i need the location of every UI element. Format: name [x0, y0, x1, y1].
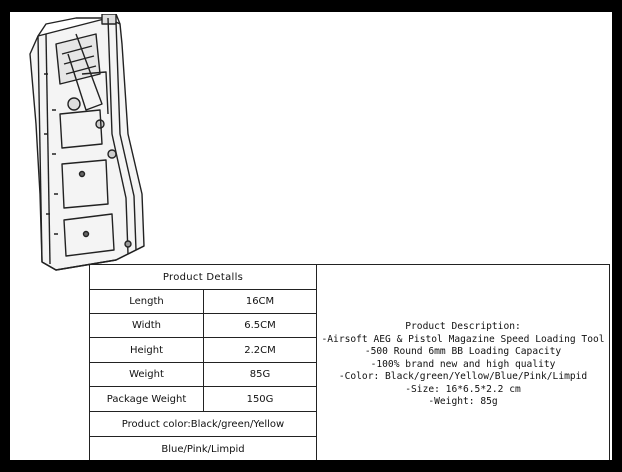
description-line: -Color: Black/green/Yellow/Blue/Pink/Limpid — [338, 371, 588, 383]
row-value-height: 2.2CM — [204, 338, 317, 363]
description-title: Product Description: — [405, 320, 521, 332]
spec-table — [89, 264, 610, 460]
product-color-line-2: Blue/Pink/Limpid — [90, 437, 317, 461]
product-color-line-1: Product color:Black/green/Yellow — [90, 412, 317, 437]
description-cell — [317, 265, 610, 461]
row-label-weight: Weight — [90, 363, 204, 387]
product-sheet — [10, 12, 612, 460]
magazine-loader-image — [16, 14, 166, 276]
description-line: -Size: 16*6.5*2.2 cm — [405, 383, 521, 395]
description-line: -Airsoft AEG & Pistol Magazine Speed Loading Tool — [321, 333, 605, 345]
row-value-length: 16CM — [204, 290, 317, 314]
table-header: Product Detalls — [90, 265, 317, 290]
row-label-width: Width — [90, 314, 204, 338]
row-value-weight: 85G — [204, 363, 317, 387]
row-label-length: Length — [90, 290, 204, 314]
row-label-package-weight: Package Weight — [90, 387, 204, 412]
row-value-width: 6.5CM — [204, 314, 317, 338]
description-line: -Weight: 85g — [428, 396, 498, 408]
description-line: -500 Round 6mm BB Loading Capacity — [364, 346, 562, 358]
row-label-height: Height — [90, 338, 204, 363]
description-line: -100% brand new and high quality — [370, 358, 556, 370]
row-value-package-weight: 150G — [204, 387, 317, 412]
